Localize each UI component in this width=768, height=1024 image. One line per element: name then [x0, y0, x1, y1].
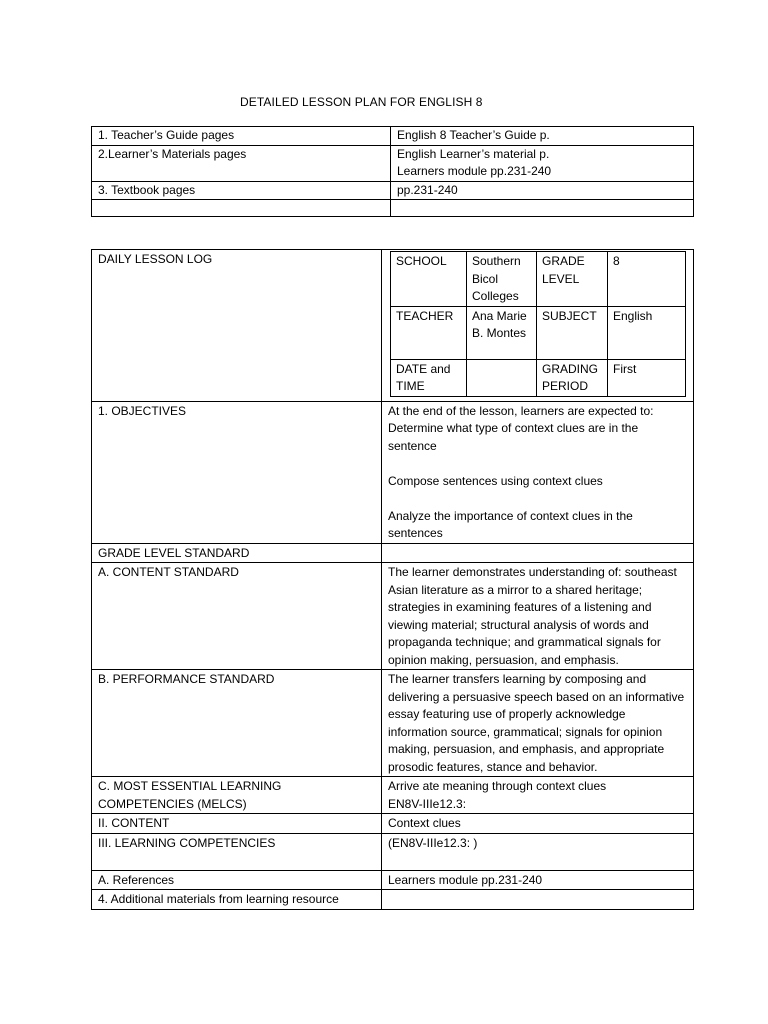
table-row	[92, 670, 694, 777]
table-row	[391, 359, 686, 396]
references-label: A. References	[92, 870, 382, 890]
daily-lesson-log-label: DAILY LESSON LOG	[92, 250, 382, 402]
objective-item: Analyze the importance of context clues in the sentences	[388, 508, 633, 540]
row-label	[92, 200, 391, 217]
learning-competencies-label: III. LEARNING COMPETENCIES	[92, 833, 382, 870]
info-cell	[382, 250, 694, 402]
melcs-value	[382, 777, 694, 814]
row-value-line: English Learner’s material p.	[397, 146, 550, 161]
table-row	[92, 870, 694, 890]
subject-value: English	[608, 306, 686, 359]
table-row	[92, 200, 694, 217]
grade-level-value: 8	[608, 252, 686, 307]
table-row	[92, 543, 694, 563]
table-row	[92, 145, 694, 181]
objectives-value	[382, 401, 694, 543]
pages-table	[91, 126, 694, 217]
row-label: 1. Teacher’s Guide pages	[92, 127, 391, 146]
performance-standard-label: B. PERFORMANCE STANDARD	[92, 670, 382, 777]
content-standard-label: A. CONTENT STANDARD	[92, 563, 382, 670]
references-value: Learners module pp.231-240	[382, 870, 694, 890]
table-row	[92, 814, 694, 834]
table-row	[92, 563, 694, 670]
objective-item: Determine what type of context clues are in the sentence	[388, 421, 639, 453]
teacher-value: Ana Marie B. Montes	[467, 306, 537, 359]
school-info-table	[390, 251, 686, 397]
grading-period-label: GRADING PERIOD	[537, 359, 608, 396]
table-row	[391, 252, 686, 307]
table-row	[92, 250, 694, 402]
subject-label: SUBJECT	[537, 306, 608, 359]
date-time-label: DATE and TIME	[391, 359, 467, 396]
table-row	[92, 401, 694, 543]
learning-competencies-code: (EN8V-IIIe12.3: )	[388, 835, 478, 850]
row-value	[391, 145, 694, 181]
row-value-line: Learners module pp.231-240	[397, 164, 552, 178]
school-value: Southern Bicol Colleges	[467, 252, 537, 307]
content-standard-value: The learner demonstrates understanding of: southeast Asian literature as a mirror to a shared heritage; strategies in examining features of a listening and viewing material; structural analysis of words and propaganda technique; and grammatical signals for opinion making, persuasion, and emphasis.	[382, 563, 694, 670]
objectives-label: 1. OBJECTIVES	[92, 401, 382, 543]
objective-item: Compose sentences using context clues	[388, 473, 603, 488]
row-label: 2.Learner’s Materials pages	[92, 145, 391, 181]
learning-competencies-value	[382, 833, 694, 870]
grade-level-standard-label: GRADE LEVEL STANDARD	[92, 543, 382, 563]
table-row	[92, 127, 694, 146]
lesson-log-table	[91, 249, 694, 910]
table-row	[92, 181, 694, 200]
melcs-value-line: Arrive ate meaning through context clues	[388, 779, 607, 793]
row-value: pp.231-240	[391, 181, 694, 200]
performance-standard-value: The learner transfers learning by composing and delivering a persuasive speech based on an informative essay featuring use of properly acknowledge information source, grammatical; signals for opinion making, persuasion, and emphasis, and appropriate prosodic features, stance and behavior.	[382, 670, 694, 777]
table-row	[92, 777, 694, 814]
table-row	[92, 833, 694, 870]
melcs-label: C. MOST ESSENTIAL LEARNING COMPETENCIES (MELCS)	[92, 777, 382, 814]
row-value	[391, 200, 694, 217]
table-row	[92, 890, 694, 910]
table-row	[391, 306, 686, 359]
row-value: English 8 Teacher’s Guide p.	[391, 127, 694, 146]
additional-materials-value	[382, 890, 694, 910]
grade-level-standard-value	[382, 543, 694, 563]
school-label: SCHOOL	[391, 252, 467, 307]
additional-materials-label: 4. Additional materials from learning resource	[92, 890, 382, 910]
teacher-label: TEACHER	[391, 306, 467, 359]
document-title: DETAILED LESSON PLAN FOR ENGLISH 8	[240, 95, 483, 109]
grade-level-label: GRADE LEVEL	[537, 252, 608, 307]
row-label: 3. Textbook pages	[92, 181, 391, 200]
date-time-value	[467, 359, 537, 396]
objectives-intro: At the end of the lesson, learners are expected to:	[388, 403, 654, 418]
content-label: II. CONTENT	[92, 814, 382, 834]
grading-period-value: First	[608, 359, 686, 396]
content-value: Context clues	[382, 814, 694, 834]
melcs-code: EN8V-IIIe12.3:	[388, 796, 467, 811]
